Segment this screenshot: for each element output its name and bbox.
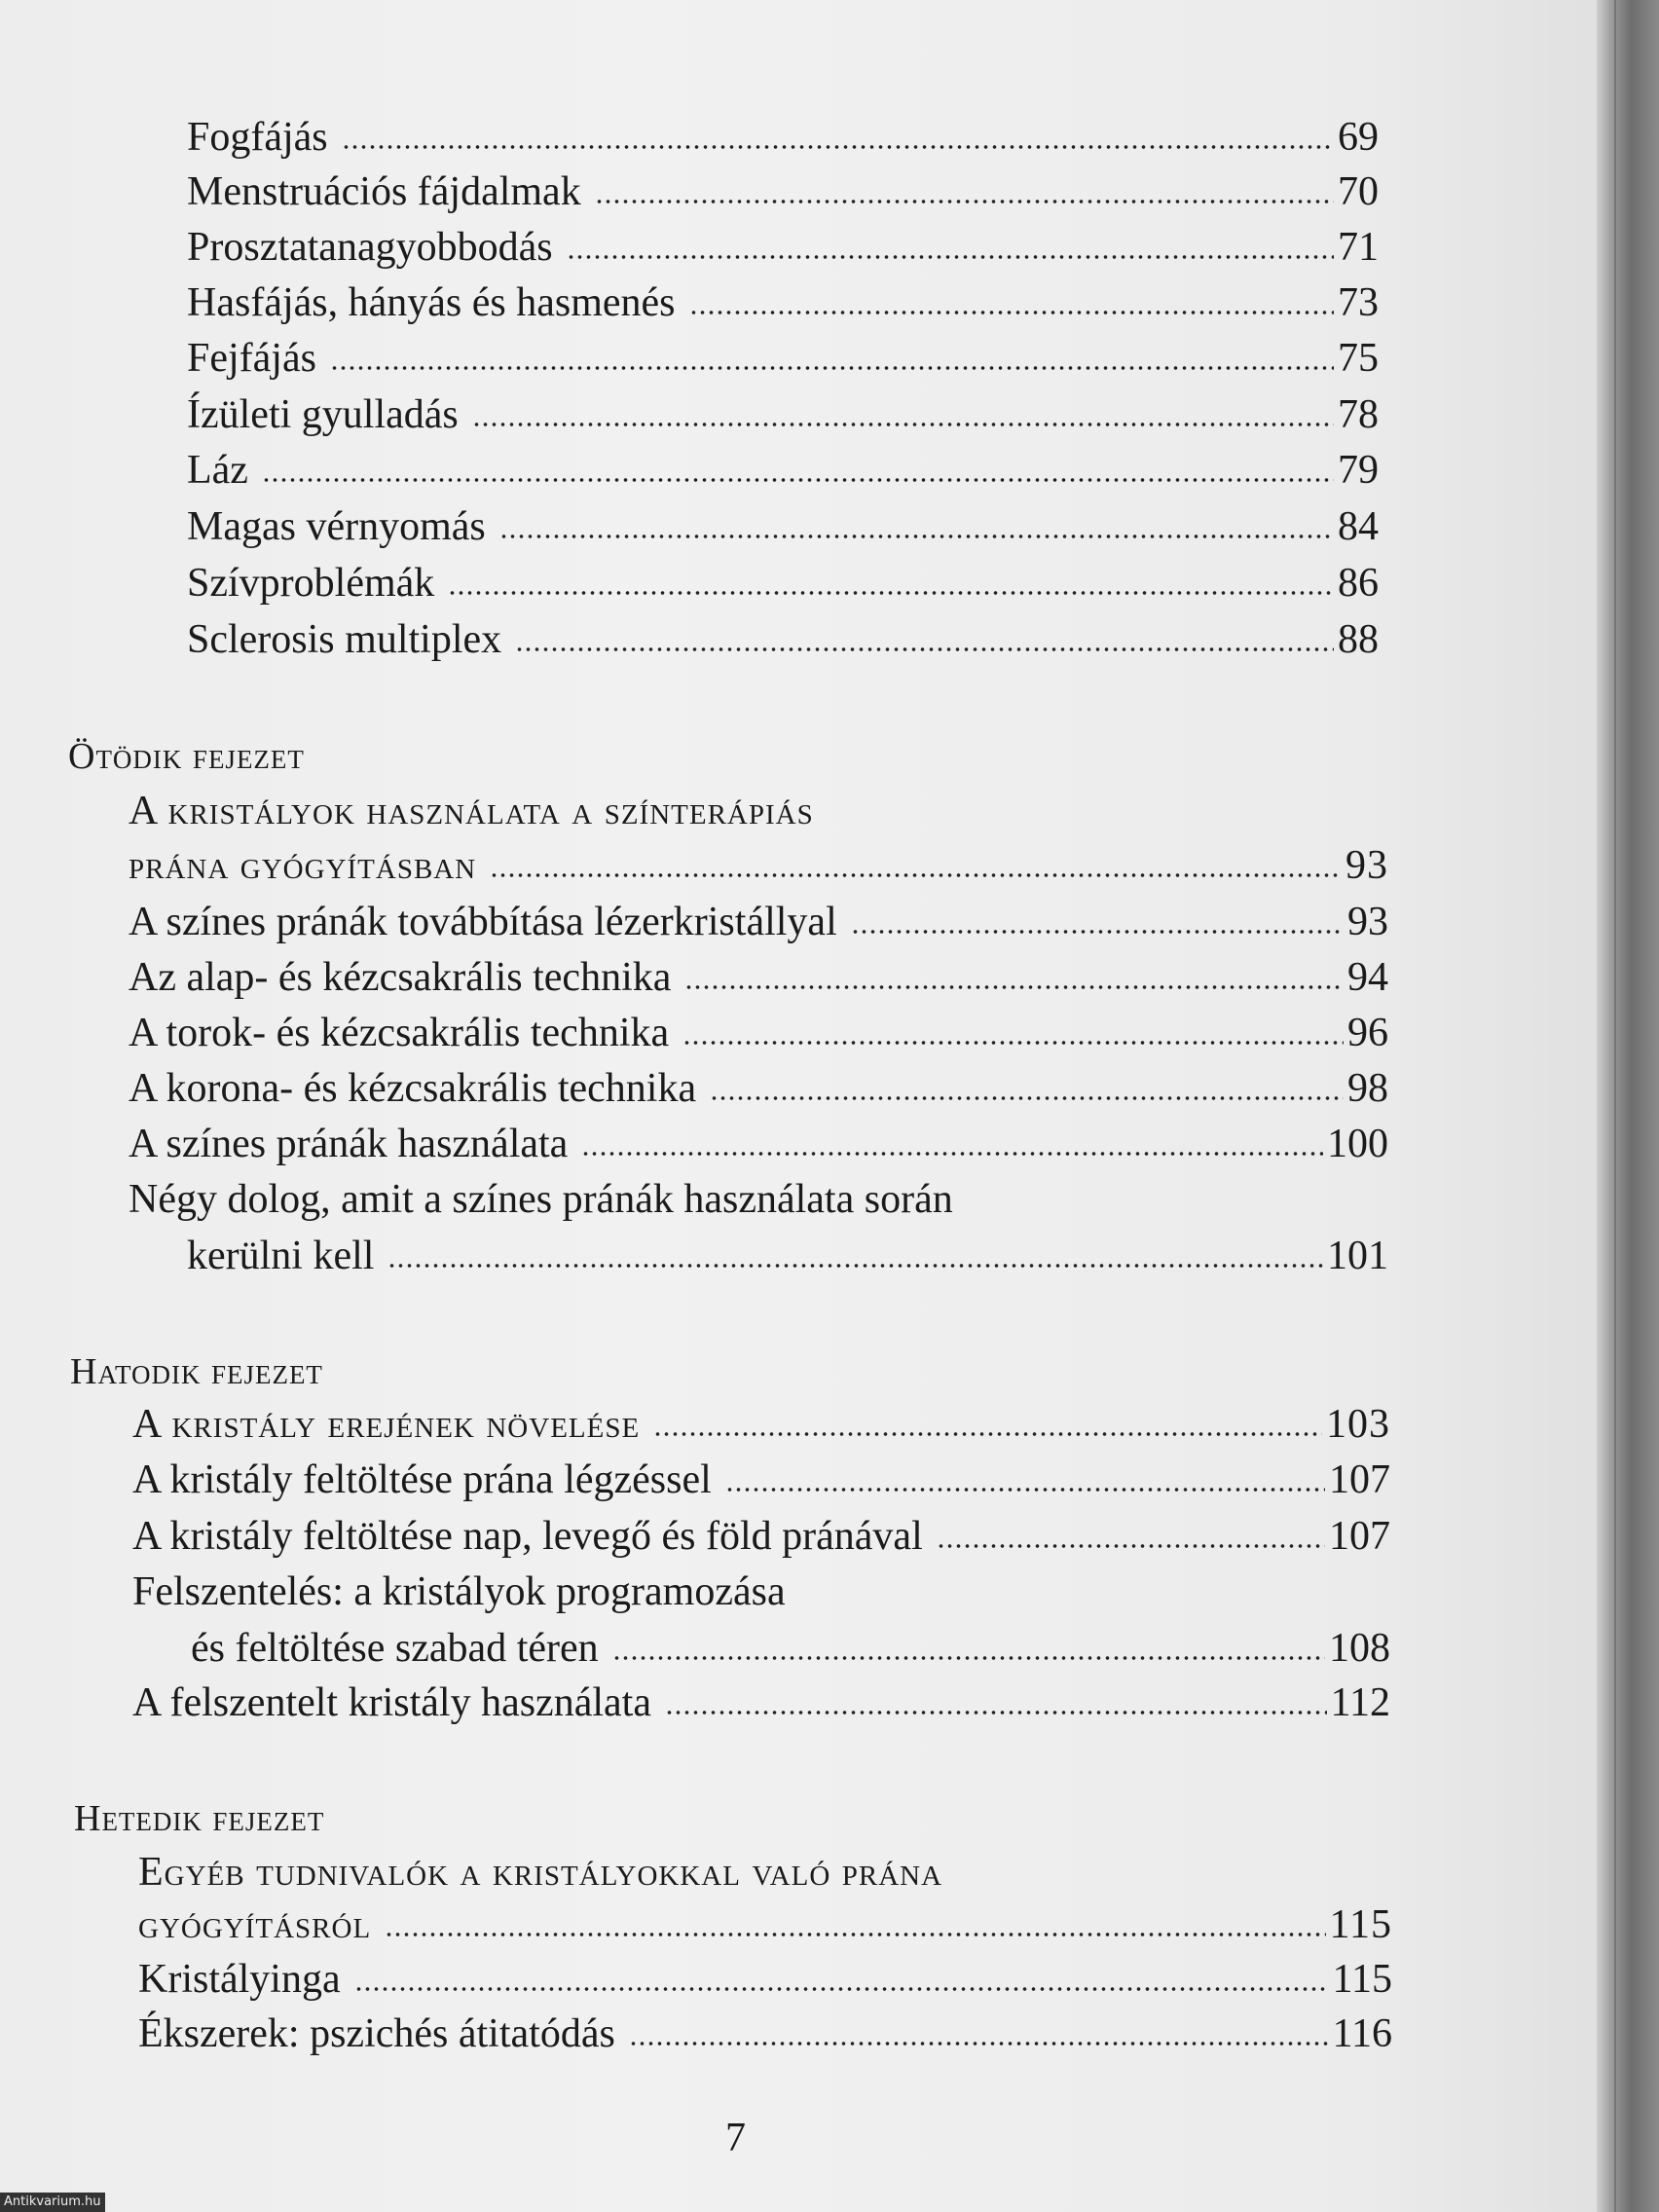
toc-entry bbox=[129, 841, 1388, 890]
entry-title: Fogfájás bbox=[187, 115, 328, 160]
entry-title: A kristály feltöltése nap, levegő és föld pránával bbox=[132, 1514, 923, 1559]
toc-entry bbox=[132, 1400, 1390, 1449]
toc-entry bbox=[129, 1064, 1388, 1113]
dot-leader bbox=[725, 1487, 1325, 1493]
book-spine bbox=[1597, 0, 1659, 2212]
entry-title: Láz bbox=[187, 448, 248, 493]
toc-entry bbox=[187, 1232, 1388, 1280]
entry-page: 94 bbox=[1347, 955, 1388, 1000]
entry-title: Ékszerek: pszichés átitatódás bbox=[138, 2011, 615, 2056]
entry-title: Fejfájás bbox=[187, 336, 316, 381]
dot-leader bbox=[581, 1151, 1323, 1157]
toc-entry bbox=[187, 502, 1379, 551]
toc-entry bbox=[129, 1009, 1388, 1057]
entry-title: Sclerosis multiplex bbox=[187, 617, 502, 662]
toc-entry bbox=[129, 1120, 1388, 1168]
dot-leader bbox=[665, 1710, 1327, 1715]
entry-title: Az alap- és kézcsakrális technika bbox=[129, 955, 672, 1000]
entry-title: és feltöltése szabad téren bbox=[191, 1626, 599, 1671]
chapter-heading: Hatodik fejezet bbox=[70, 1351, 323, 1392]
entry-title: Magas vérnyomás bbox=[187, 504, 486, 549]
toc-entry bbox=[191, 1624, 1390, 1673]
entry-title: A kristály feltöltése prána légzéssel bbox=[132, 1457, 712, 1502]
entry-page: 93 bbox=[1346, 843, 1388, 888]
entry-title: Kristályinga bbox=[138, 1957, 341, 2002]
page-number: 7 bbox=[725, 2116, 746, 2160]
entry-page: 101 bbox=[1327, 1234, 1388, 1278]
entry-title: A torok- és kézcsakrális technika bbox=[129, 1011, 670, 1055]
toc-entry bbox=[138, 2009, 1392, 2058]
entry-title: Menstruációs fájdalmak bbox=[187, 169, 581, 214]
toc-entry bbox=[132, 1678, 1390, 1727]
entry-title: A színes pránák használata bbox=[129, 1122, 569, 1166]
dot-leader bbox=[689, 310, 1335, 315]
dot-leader bbox=[684, 984, 1344, 990]
chapter-heading: Hetedik fejezet bbox=[74, 1798, 325, 1839]
entry-title: A színes pránák továbbítása lézerkristállyal bbox=[129, 900, 837, 944]
toc-entry bbox=[132, 1456, 1390, 1504]
dot-leader bbox=[342, 144, 1334, 150]
dot-leader bbox=[448, 590, 1334, 596]
entry-title: A korona- és kézcsakrális technika bbox=[129, 1066, 697, 1111]
toc-entry bbox=[187, 390, 1379, 439]
entry-page: 116 bbox=[1332, 2011, 1392, 2056]
toc-entry bbox=[129, 953, 1388, 1002]
toc-entry bbox=[138, 1900, 1392, 1949]
entry-title: Hasfájás, hányás és hasmenés bbox=[187, 280, 676, 325]
entry-page: 71 bbox=[1338, 225, 1379, 270]
dot-leader bbox=[387, 1263, 1323, 1269]
toc-entry bbox=[187, 113, 1379, 162]
dot-leader bbox=[851, 929, 1344, 935]
dot-leader bbox=[262, 477, 1334, 483]
entry-title: Prosztatanagyobbodás bbox=[187, 225, 553, 270]
dot-leader bbox=[472, 422, 1334, 427]
entry-page: 75 bbox=[1338, 336, 1379, 381]
toc-entry bbox=[187, 278, 1379, 327]
dot-leader bbox=[515, 646, 1334, 652]
dot-leader bbox=[499, 534, 1334, 539]
entry-page: 79 bbox=[1338, 448, 1379, 493]
entry-page: 103 bbox=[1326, 1402, 1390, 1447]
dot-leader bbox=[385, 1932, 1325, 1937]
chapter-heading: Ötödik fejezet bbox=[68, 736, 305, 777]
entry-page: 93 bbox=[1347, 900, 1388, 944]
section-title: Egyéb tudnivalók a kristályokkal való prána bbox=[138, 1850, 943, 1895]
toc-entry bbox=[187, 446, 1379, 495]
entry-page: 115 bbox=[1329, 1902, 1392, 1947]
entry-title: A kristály erejének növelése bbox=[132, 1402, 641, 1447]
entry-page: 108 bbox=[1329, 1626, 1390, 1671]
section-title: A kristályok használata a színterápiás bbox=[129, 789, 814, 833]
toc-entry bbox=[187, 615, 1379, 664]
dot-leader bbox=[567, 254, 1334, 260]
toc-entry bbox=[138, 1955, 1392, 2004]
dot-leader bbox=[490, 872, 1342, 878]
entry-page: 96 bbox=[1347, 1011, 1388, 1055]
entry-page: 107 bbox=[1329, 1457, 1390, 1502]
toc-entry bbox=[129, 898, 1388, 946]
entry-page: 112 bbox=[1330, 1680, 1390, 1725]
entry-title: gyógyításról bbox=[138, 1902, 372, 1947]
toc-entry bbox=[187, 223, 1379, 272]
toc-entry bbox=[187, 334, 1379, 383]
toc-entry bbox=[187, 167, 1379, 216]
entry-title: Ízületi gyulladás bbox=[187, 392, 459, 437]
entry-page: 107 bbox=[1329, 1514, 1390, 1559]
dot-leader bbox=[354, 1986, 1329, 1992]
dot-leader bbox=[612, 1655, 1325, 1661]
entry-title: Szívproblémák bbox=[187, 561, 435, 606]
dot-leader bbox=[682, 1040, 1344, 1046]
dot-leader bbox=[710, 1095, 1344, 1101]
toc-entry bbox=[132, 1512, 1390, 1561]
entry-title-line: Négy dolog, amit a színes pránák használata során bbox=[129, 1177, 953, 1222]
entry-title: prána gyógyításban bbox=[129, 843, 477, 888]
entry-page: 115 bbox=[1332, 1957, 1392, 2002]
entry-page: 86 bbox=[1338, 561, 1379, 606]
dot-leader bbox=[595, 199, 1334, 204]
toc-entry bbox=[187, 559, 1379, 608]
entry-page: 88 bbox=[1338, 617, 1379, 662]
entry-title-line: Felszentelés: a kristályok programozása bbox=[132, 1569, 786, 1614]
entry-page: 73 bbox=[1338, 280, 1379, 325]
entry-page: 84 bbox=[1338, 504, 1379, 549]
dot-leader bbox=[937, 1543, 1325, 1549]
entry-title: A felszentelt kristály használata bbox=[132, 1680, 651, 1725]
entry-page: 78 bbox=[1338, 392, 1379, 437]
dot-leader bbox=[653, 1431, 1322, 1437]
entry-page: 70 bbox=[1338, 169, 1379, 214]
dot-leader bbox=[629, 2041, 1329, 2046]
entry-page: 69 bbox=[1338, 115, 1379, 160]
entry-page: 100 bbox=[1327, 1122, 1388, 1166]
dot-leader bbox=[330, 365, 1334, 371]
entry-page: 98 bbox=[1347, 1066, 1388, 1111]
watermark: Antikvarium.hu bbox=[0, 2193, 105, 2212]
entry-title: kerülni kell bbox=[187, 1234, 375, 1278]
